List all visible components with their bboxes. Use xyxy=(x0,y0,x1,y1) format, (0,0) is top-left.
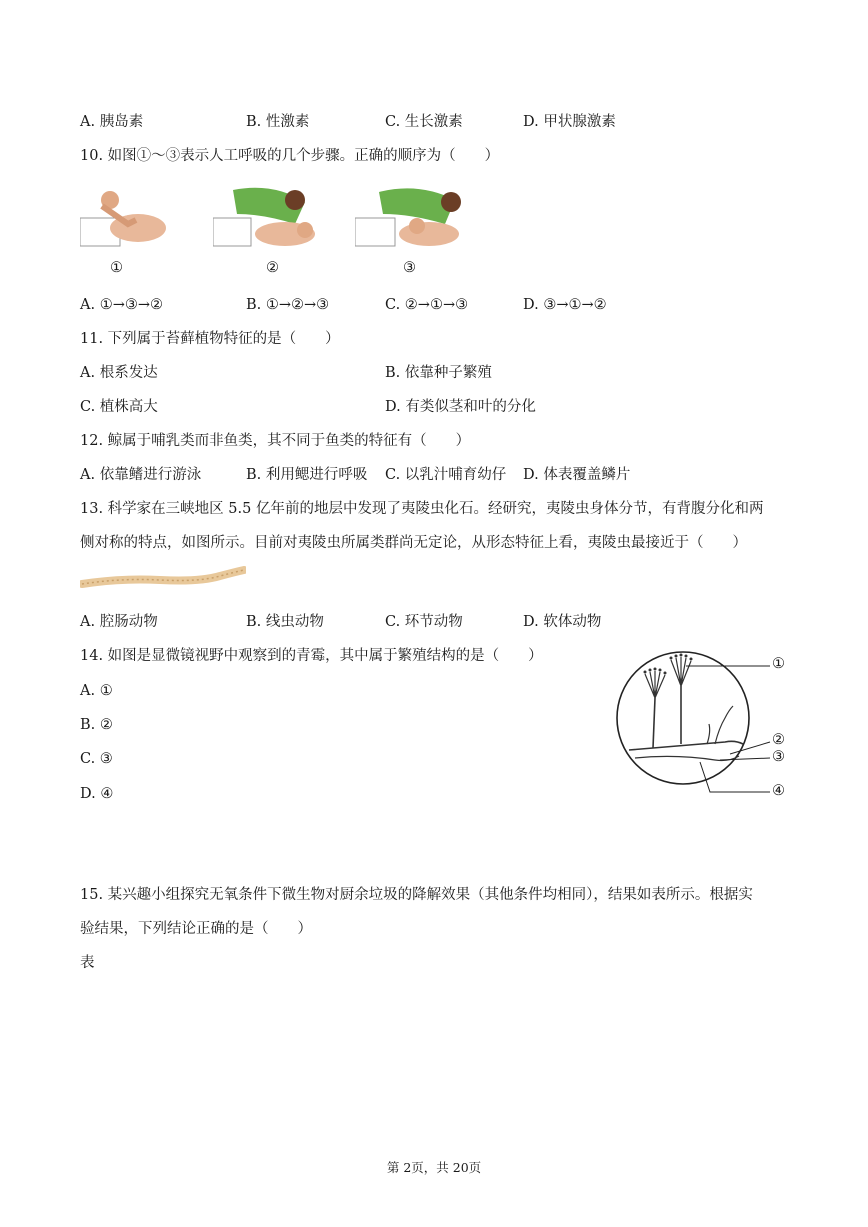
q14-option-a: A. ① xyxy=(80,683,113,699)
q13-option-b: B. 线虫动物 xyxy=(246,614,324,630)
q10-option-c: C. ②→①→③ xyxy=(385,297,469,313)
q12-option-d: D. 体表覆盖鳞片 xyxy=(523,467,631,483)
q13-option-c: C. 环节动物 xyxy=(385,614,463,630)
q14-option-d: D. ④ xyxy=(80,786,114,802)
q9-option-d: D. 甲状腺激素 xyxy=(523,114,616,130)
q13-stem-line1: 13. 科学家在三峡地区 5.5 亿年前的地层中发现了夷陵虫化石。经研究，夷陵虫身体分节，有背腹分化和两 xyxy=(80,501,764,517)
q13-option-d: D. 软体动物 xyxy=(523,614,602,630)
q14-stem: 14. 如图是显微镜视野中观察到的青霉，其中属于繁殖结构的是（ ） xyxy=(80,648,543,664)
page-footer: 第 2页，共 20页 xyxy=(386,1160,482,1175)
q11-option-b: B. 依靠种子繁殖 xyxy=(385,365,492,381)
q15-stem-line2: 验结果，下列结论正确的是（ ） xyxy=(80,921,312,937)
q15-table-label: 表 xyxy=(80,955,95,971)
q9-option-c: C. 生长激素 xyxy=(385,114,463,130)
q12-stem: 12. 鲸属于哺乳类而非鱼类，其不同于鱼类的特征有（ ） xyxy=(80,433,471,449)
q12-option-a: A. 依靠鳍进行游泳 xyxy=(80,467,202,483)
q15-stem-line1: 15. 某兴趣小组探究无氧条件下微生物对厨余垃圾的降解效果（其他条件均相同），结果如表所示。根据实 xyxy=(80,887,753,903)
q12-option-c: C. 以乳汁哺育幼仔 xyxy=(385,467,507,483)
q11-option-d: D. 有类似茎和叶的分化 xyxy=(385,399,536,415)
cpr-caption-1: ① xyxy=(110,260,123,276)
cpr-caption-2: ② xyxy=(266,260,279,276)
penicillium-label-4: ④ xyxy=(772,783,785,799)
penicillium-label-3: ③ xyxy=(772,749,785,765)
penicillium-leader-lines xyxy=(680,650,780,810)
penicillium-label-1: ① xyxy=(772,656,785,672)
cpr-step-2-image xyxy=(213,184,318,250)
yiling-worm-fossil-image xyxy=(80,566,246,592)
q11-option-a: A. 根系发达 xyxy=(80,365,158,381)
cpr-step-3-image xyxy=(355,184,467,250)
q14-option-b: B. ② xyxy=(80,717,113,733)
q14-option-c: C. ③ xyxy=(80,751,113,767)
q10-stem: 10. 如图①～③表示人工呼吸的几个步骤。正确的顺序为（ ） xyxy=(80,148,500,164)
cpr-step-1-image xyxy=(80,180,170,250)
cpr-caption-3: ③ xyxy=(403,260,416,276)
q11-option-c: C. 植株高大 xyxy=(80,399,158,415)
q10-option-b: B. ①→②→③ xyxy=(246,297,330,313)
q9-option-b: B. 性激素 xyxy=(246,114,310,130)
q13-option-a: A. 腔肠动物 xyxy=(80,614,158,630)
q11-stem: 11. 下列属于苔藓植物特征的是（ ） xyxy=(80,331,340,347)
q10-option-d: D. ③→①→② xyxy=(523,297,607,313)
q9-option-a: A. 胰岛素 xyxy=(80,114,144,130)
penicillium-label-2: ② xyxy=(772,732,785,748)
q12-option-b: B. 利用鳃进行呼吸 xyxy=(246,467,368,483)
q13-stem-line2: 侧对称的特点，如图所示。目前对夷陵虫所属类群尚无定论，从形态特征上看，夷陵虫最接近于（ ） xyxy=(80,535,747,551)
q10-option-a: A. ①→③→② xyxy=(80,297,163,313)
